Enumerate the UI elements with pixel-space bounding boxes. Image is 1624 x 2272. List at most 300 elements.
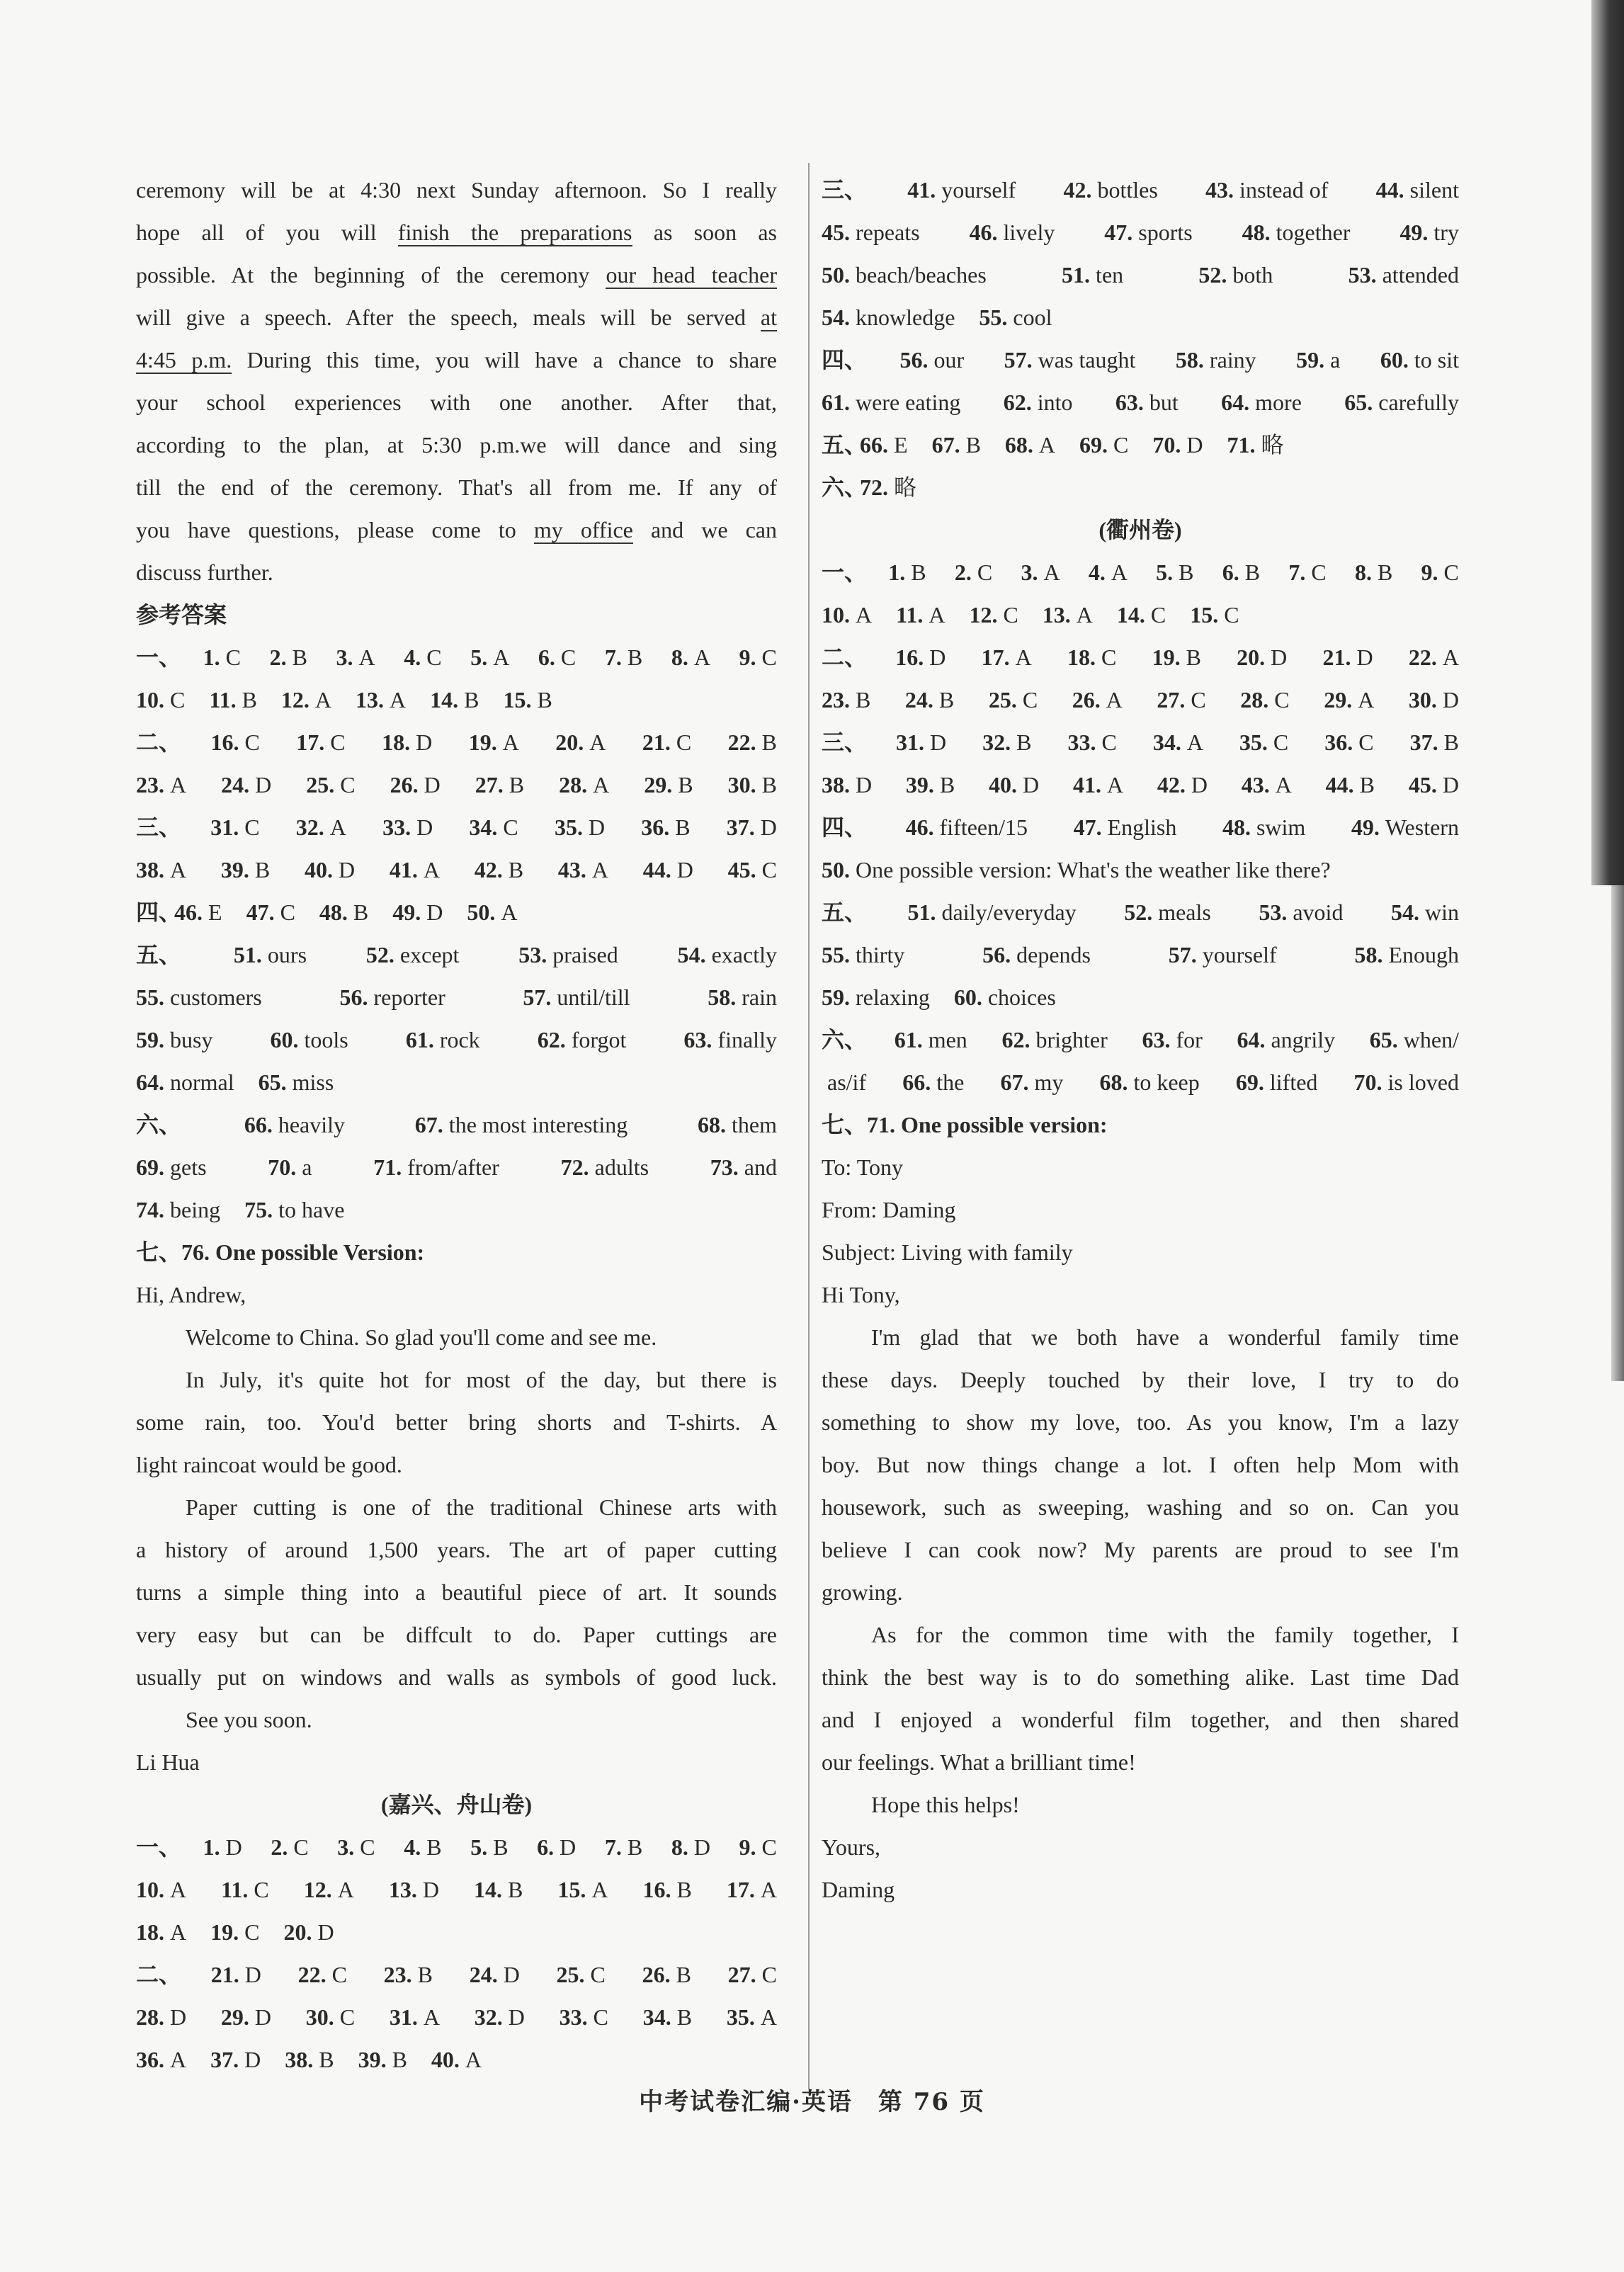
answer-item [1190,593,1239,636]
answer-value: A [170,1877,187,1902]
question-number: 70. [1353,1069,1382,1095]
passage-line [136,254,777,296]
answer-value: exactly [711,942,777,967]
answer-value: when/ [1403,1027,1459,1052]
answer-item [642,1868,691,1911]
answer-item [982,636,1032,678]
answer-value: A [170,772,187,797]
question-number: 40. [304,857,333,882]
answer-value: D [503,1962,520,1987]
answer-value: customers [170,984,262,1010]
answer-item [244,1188,344,1231]
answer-value: C [170,687,186,712]
question-number: 26. [642,1962,671,1987]
essay-line: Yours, [822,1834,881,1860]
answer-value: B [627,1834,643,1860]
answer-item [234,933,307,976]
answer-item [209,678,257,721]
question-number: 45. [1408,772,1437,797]
question-number: 46. [969,220,998,245]
question-number: 20. [555,729,584,755]
answer-item [683,1018,777,1061]
answer-item [954,976,1056,1018]
answer-item [136,1868,186,1911]
answer-item [896,721,946,763]
essay-line: Daming [822,1877,895,1902]
answer-value: rock [439,1027,480,1052]
answer-value: C [593,2004,608,2030]
question-number: 23. [136,772,164,797]
answer-item [211,1953,261,1996]
answer-row [822,678,1459,721]
answer-value: B [417,1962,433,1987]
answer-item [902,1061,964,1103]
question-number: 36. [1324,729,1353,755]
answer-item [1221,381,1302,424]
answer-item [244,1103,345,1146]
section-number: 五、 [822,899,868,925]
answer-item [1117,593,1166,636]
answer-item [822,211,920,254]
answer-value: B [353,899,369,925]
answer-item [907,169,1016,211]
question-number: 30. [1408,687,1437,712]
answer-row [822,339,1459,381]
question-number: 43. [1241,772,1270,797]
essay-line: something to show my love, too. As you know, I'm a lazy [822,1409,1459,1435]
question-number: 61. [405,1027,434,1052]
answer-row [136,806,777,848]
answer-item [298,1953,347,1996]
answer-item [431,2038,482,2081]
answer-value: D [1271,644,1288,670]
answer-row [136,636,777,678]
answer-value: A [170,2047,187,2072]
essay-line: think the best way is to do something alike. Last time Dad [822,1664,1459,1690]
answer-item [271,1826,308,1868]
answer-value: repeats [856,220,920,245]
answer-value: was taught [1038,347,1136,373]
answer-value: rainy [1209,347,1256,373]
answer-item [470,636,509,678]
answer-item [1222,551,1260,593]
answer-value: C [1113,432,1129,458]
answer-row [822,551,1459,593]
answer-item [296,806,346,848]
answer-item [306,763,355,806]
answer-row [136,678,777,721]
question-number: 45. [727,857,756,882]
answer-value: B [761,772,777,797]
answer-value: D [170,2004,187,2030]
answer-item [136,1911,186,1953]
answer-value: D [424,772,441,797]
question-number: 40. [989,772,1018,797]
question-number: 66. [902,1069,931,1095]
question-number: 32. [982,729,1011,755]
question-number: 69. [136,1154,164,1180]
answer-value: meals [1158,899,1211,925]
answer-value: One possible version: What's the weather like there? [856,857,1331,882]
question-number: 65. [258,1069,287,1095]
answer-value: B [1359,772,1375,797]
answer-value: B [319,2047,334,2072]
question-number: 7. [604,644,622,670]
question-number: 16. [895,644,924,670]
answer-value: B [464,687,479,712]
question-number: 47. [1104,220,1133,245]
answer-item [1124,891,1211,933]
answer-item [1409,763,1459,806]
question-number: 33. [382,814,411,840]
question-number: 53. [518,942,547,967]
question-number: 3. [1021,560,1038,585]
answer-row [136,976,777,1018]
answer-value: fifteen/15 [939,814,1028,840]
answer-item [268,1146,312,1188]
answer-item [1236,1061,1318,1103]
answer-value: to sit [1414,347,1459,373]
answer-item [1198,254,1273,296]
answer-item [739,1826,777,1868]
answer-item [538,636,576,678]
question-number: 59. [822,984,850,1010]
answer-item [643,1996,692,2038]
question-number: 16. [210,729,239,755]
question-number: 19. [468,729,497,755]
answer-value: B [675,814,691,840]
question-number: 15. [557,1877,586,1902]
answer-item [390,848,440,891]
answer-value: busy [170,1027,213,1052]
answer-row [822,933,1459,976]
question-number: 28. [136,2004,164,2030]
answer-row [136,1868,777,1911]
answer-item [1152,424,1203,466]
answer-row [822,721,1459,763]
answer-value: B [507,1877,523,1902]
question-number: 49. [1351,814,1380,840]
answer-value: D [317,1919,334,1945]
answer-value: bottles [1097,177,1158,203]
answer-item [641,806,690,848]
question-number: 11. [896,602,924,627]
question-number: 41. [389,857,418,882]
answer-value: adults [594,1154,649,1180]
essay-line: these days. Deeply touched by their love, I try to do [822,1367,1459,1392]
answer-item [982,933,1091,976]
answer-value: C [426,644,442,670]
answer-row [136,1061,777,1103]
answer-item [895,636,946,678]
question-number: 29. [220,2004,249,2030]
question-number: 37. [210,2047,239,2072]
answer-value: the most interesting [448,1112,628,1137]
answer-value: for [1176,1027,1203,1052]
answer-value: D [255,772,272,797]
passage-line [136,551,777,593]
question-number: 54. [822,305,850,330]
answer-value: 略 [1261,432,1284,458]
answer-item [969,593,1018,636]
essay-line: a history of around 1,500 years. The art of paper cutting [136,1537,777,1562]
answer-item [203,636,241,678]
passage-text: ceremony will be at 4:30 next Sunday afternoon. So I really [136,177,777,203]
answer-value: C [503,814,518,840]
answer-row [136,891,777,933]
answer-item [271,1018,348,1061]
question-number: 23. [383,1962,412,1987]
question-number: 38. [822,772,850,797]
answer-item [1326,763,1375,806]
answer-value: normal [170,1069,234,1095]
question-number: 34. [469,814,498,840]
answer-value: C [1311,560,1327,585]
answer-value: C [1150,602,1166,627]
answer-item [1380,339,1459,381]
answer-item [822,1061,866,1103]
passage-line [136,339,777,381]
essay-line: light raincoat would be good. [136,1452,402,1477]
question-number: 75. [244,1197,273,1222]
question-number: 10. [136,1877,164,1902]
question-number: 49. [392,899,421,925]
answer-value: the [936,1069,965,1095]
answer-value: D [244,2047,261,2072]
section-number: 三、 [822,177,868,203]
question-number: 14. [473,1877,502,1902]
answer-item [955,551,992,593]
answer-item [1073,763,1123,806]
section-title-quzhou: (衢州卷) [1098,517,1182,543]
question-number: 39. [358,2047,387,2072]
answer-value: more [1255,390,1302,415]
answer-item [605,1826,642,1868]
section-number: 二、 [822,644,868,670]
answer-item [523,976,630,1018]
answer-value: A [1186,729,1203,755]
answer-item [1169,933,1277,976]
sample-email [822,1146,1459,1911]
answer-item [1296,339,1340,381]
answer-item [392,891,443,933]
answer-value: A [693,644,710,670]
question-number: 44. [1325,772,1354,797]
answer-value: C [1224,602,1239,627]
answer-value: C [280,899,295,925]
answer-value: D [1191,772,1208,797]
question-number: 22. [297,1962,326,1987]
answer-value: E [894,432,908,458]
essay-line: housework, such as sweeping, washing and so on. Can you [822,1494,1459,1520]
question-number: 60. [1380,347,1409,373]
answer-item [136,763,186,806]
answer-value: B [911,560,926,585]
question-number: 50. [822,857,850,882]
question-number: 8. [671,644,688,670]
answer-row [822,1061,1459,1103]
answer-value: A [1038,432,1056,458]
answer-row [822,211,1459,254]
answer-value: B [509,772,525,797]
answer-item [136,2038,186,2081]
question-number: 37. [726,814,755,840]
answer-item [1242,211,1351,254]
answer-item [474,1868,523,1911]
answer-value: sports [1138,220,1193,245]
essay-line: our feelings. What a brilliant time! [822,1749,1136,1775]
answer-value: C [340,772,356,797]
essay-line: To: Tony [822,1154,903,1180]
page-binding-edge-lower [1611,885,1624,1381]
passage-line [136,296,777,339]
answer-value: reporter [373,984,445,1010]
question-number: 73. [710,1154,739,1180]
question-number: 6. [1222,560,1239,585]
answer-item [1370,1018,1459,1061]
question-number: 51. [907,899,936,925]
answer-row [822,296,1459,339]
answer-value: a [302,1154,312,1180]
question-number: 3. [336,644,353,670]
answer-value: B [676,2004,693,2030]
answer-value: together [1276,220,1351,245]
question-number: 43. [1205,177,1234,203]
answer-item [283,1911,334,1953]
answer-value: A [337,1877,354,1902]
question-number: 25. [556,1962,585,1987]
answer-item [384,1953,433,1996]
section-number: 四、 [822,347,868,373]
question-number: 48. [1242,220,1271,245]
question-number: 30. [305,2004,334,2030]
answer-value: tools [304,1027,348,1052]
question-number: 53. [1348,262,1377,288]
answer-value: yourself [1202,942,1277,967]
answer-value: B [965,432,981,458]
answer-value: D [254,2004,271,2030]
answer-row [136,1188,777,1231]
question-number: 71. [1227,432,1256,458]
question-number: 66. [860,432,889,458]
answer-item [1004,381,1073,424]
passage-text: and we can [632,517,777,543]
question-number: 28. [1240,687,1269,712]
question-number: 35. [1239,729,1268,755]
question-number: 62. [537,1027,566,1052]
answer-value: D [225,1834,242,1860]
essay-line: very easy but can be diffcult to do. Paper cuttings are [136,1622,777,1647]
section-number: 六、 [822,475,868,500]
answer-value: B [1443,729,1459,755]
question-number: 51. [233,942,262,967]
question-number: 42. [1157,772,1186,797]
answer-value: C [761,857,777,882]
question-number: 39. [220,857,249,882]
question-number: 48. [1222,814,1251,840]
answer-value: A [1275,772,1292,797]
answer-item [1409,636,1459,678]
answer-item [281,678,331,721]
question-number: 60. [953,984,982,1010]
question-number: 62. [1003,390,1032,415]
answer-value: gets [170,1154,207,1180]
question-number: 13. [388,1877,417,1902]
question-number: 72. [860,475,889,500]
question-number: 25. [988,687,1017,712]
answer-row [136,1826,777,1868]
answer-value: relaxing [856,984,930,1010]
answer-value: A [929,602,946,627]
question-number: 17. [296,729,325,755]
answer-value: B [254,857,271,882]
answer-item [1005,424,1055,466]
answer-value: B [761,729,777,755]
answer-value: A [465,2047,482,2072]
answer-value: both [1232,262,1273,288]
answer-value: forgot [571,1027,627,1052]
answer-value: B [856,687,871,712]
answer-key-section [136,1826,777,2081]
answer-item [538,1018,627,1061]
answer-item [136,848,186,891]
answer-value: D [1023,772,1040,797]
question-number: 46. [905,814,934,840]
answer-value: D [1442,687,1459,712]
underlined-answer: 4:45 p.m. [136,347,232,373]
answer-value: B [508,857,524,882]
question-number: 14. [1116,602,1145,627]
question-number: 47. [246,899,275,925]
answer-item [896,593,945,636]
essay-line: boy. But now things change a lot. I often help Mom with [822,1452,1459,1477]
passage-text: During this time, you will have a chance to share [232,347,777,373]
question-number: 61. [894,1027,923,1052]
section-number: 一、 [822,560,868,585]
answer-item [908,891,1077,933]
question-number: 8. [1354,560,1372,585]
question-number: 24. [469,1962,498,1987]
question-number: 56. [899,347,929,373]
question-number: 63. [1142,1027,1171,1052]
answer-item [1259,891,1343,933]
answer-item [304,1868,354,1911]
answer-item [1043,593,1093,636]
answer-value: B [676,1877,692,1902]
answer-row [822,466,1459,509]
question-number: 65. [1344,390,1373,415]
answer-item [221,1996,271,2038]
question-number: 27. [727,1962,756,1987]
answer-value: brighter [1035,1027,1108,1052]
answer-value: being [170,1197,221,1222]
essay-line: Subject: Living with family [822,1239,1073,1265]
answer-item [1000,1061,1063,1103]
question-number: 60. [270,1027,299,1052]
answer-value: C [676,729,692,755]
answer-item [136,1146,207,1188]
answer-value: miss [292,1069,334,1095]
answer-key-section [136,636,777,1231]
answer-row [136,2038,777,2081]
answer-value: swim [1256,814,1306,840]
question-number: 10. [822,602,850,627]
answer-item [1421,551,1459,593]
answer-value: A [1442,644,1459,670]
answer-value: A [502,729,519,755]
answer-value: D [856,772,873,797]
question-number: 6. [537,1834,555,1860]
